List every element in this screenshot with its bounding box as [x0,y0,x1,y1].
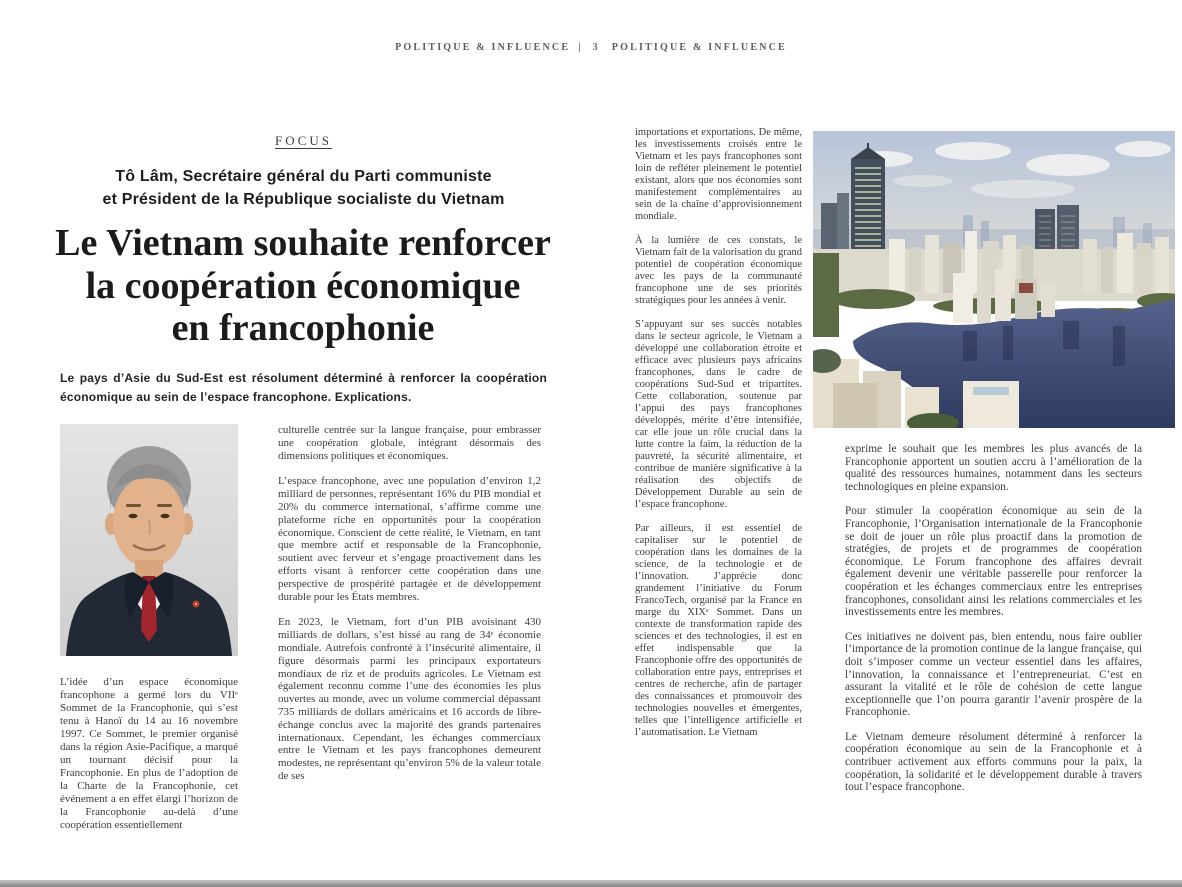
body-paragraph: Pour stimuler la coopération économique au sein de la Francophonie, l’Organisation internationale de la Francophonie se doit de jouer un rôle plus proactif dans la promotion de stratégies, de projets et de programmes de coopération économique. Le Forum francophone des affaires devrait également devenir une véritable passerelle pour renforcer la coopération et les échanges commerciaux entre les entreprises francophones, consolidant ainsi les relations commerciales et les investissements entre les membres. [845,505,1142,619]
eye-right [161,514,170,519]
column-3 [635,127,802,739]
bottom-scrollbar[interactable] [0,880,1182,887]
body-paragraph: Par ailleurs, il est essentiel de capitaliser sur le potentiel de coopération dans les domaines de la science, de la technologie et de l’innovation. J’apprécie donc grandement l’initiative du Forum FrancoTech, organisé par la France en marge du XIXᵉ Sommet. Dans un contexte de transformation rapide des sciences et des technologies, il est en effet indispensable que la Francophonie offre des opportunités de collaboration entre pays, entreprises et centres de recherche, afin de partager des connaissances et promouvoir des technologies nouvelles et émergentes, telles que l’intelligence artificielle et l’automatisation. Le Vietnam [635,523,802,738]
body-paragraph: À la lumière de ces constats, le Vietnam fait de la valorisation du grand potentiel de coopération économique avec les pays de la communauté francophone une de ses priorités stratégiques pour les années à venir. [635,235,802,306]
flag-pin-star [195,603,197,605]
kicker [60,165,547,211]
kicker-line-1: Tô Lâm, Secrétaire général du Parti communiste [115,168,492,185]
running-head [0,42,1182,53]
page-number: 3 [592,42,600,53]
eye-left [129,514,138,519]
nose [149,520,150,534]
body-paragraph: Le Vietnam demeure résolument déterminé à renforcer la coopération économique au sein de la Francophonie et à contribuer activement aux efforts communs pour la paix, la coopération, la solidarité et le développement durable à travers tout l’espace francophone. [845,730,1142,794]
headline-line-1: Le Vietnam souhaite renforcer [55,222,551,264]
eyebrow-left [126,504,141,507]
body-paragraph: S’appuyant sur ses succès notables dans le secteur agricole, le Vietnam a développé une collaboration étroite et efficace avec plusieurs pays africains francophones, dans le cadre de coopérations Sud-Sud et tripartites. Cette collaboration, soutenue par l’appui des pays francophones développés, mérite d’être intensifiée, car elle joue un rôle crucial dans la lutte contre la faim, la réduction de la pauvreté, la sécurité alimentaire, et contribue de manière significative à la réalisation des objectifs de Développement Durable au sein de l’espace francophone. [635,319,802,510]
portrait-photo [60,424,238,656]
column-4 [845,443,1142,794]
eyebrow-right [157,504,172,507]
cityscape-photo [813,131,1175,428]
body-paragraph: Ces initiatives ne doivent pas, bien entendu, nous faire oublier l’importance de la promotion continue de la langue française, qui doit s’imposer comme un vecteur essentiel dans les affaires, l’innovation, la connaissance et l’entrepreneuriat. C’est en assurant la vitalité et le rôle de cohésion de cette langue exceptionnelle que l’on pourra garantir l’avenir prospère de la Francophonie. [845,630,1142,719]
column-2 [278,424,541,783]
focus-rubric-label: FOCUS [275,133,332,148]
focus-rubric [60,133,547,149]
cityscape-photo-svg [813,131,1175,428]
body-paragraph: exprime le souhait que les membres les plus avancés de la Francophonie apportent un soutien accru à l’amélioration de la qualité des ressources humaines, notamment dans les secteurs technologiques en pleine expansion. [845,443,1142,493]
running-head-left-section: POLITIQUE & INFLUENCE [395,42,571,53]
article-headline [30,222,576,350]
body-paragraph: L’idée d’un espace économique francophone a germé lors du VIIᵉ Sommet de la Francophonie, qui s’est tenu à Hanoï du 14 au 16 novembre 1997. Ce Sommet, le premier organisé dans la région Asie-Pacifique, a marqué un tournant décisif pour la Francophonie. En plus de l’adoption de la Charte de la Francophonie, cet événement a en effet élargi l’horizon de la Francophonie au-delà d’une coopération essentiellement [60,676,238,831]
running-head-separator: | [578,42,583,53]
running-head-right-section: POLITIQUE & INFLUENCE [611,42,787,53]
portrait-photo-svg [60,424,238,656]
body-paragraph: L’espace francophone, avec une population d’environ 1,2 milliard de personnes, représentant 16% du PIB mondial et 20% du commerce international, s’affirme comme une plateforme riche en opportunités pour la coopération économique. Conscient de cette réalité, le Vietnam, en tant que membre actif et responsable de la Francophonie, soutient avec ferveur et s’engage proactivement dans les efforts visant à renforcer cette coopération dans une perspective de prospérité partagée et de développement durable pour les États membres. [278,475,541,603]
headline-line-2: la coopération économique [85,264,521,307]
kicker-line-2: et Président de la République socialiste du Vietnam [102,191,505,208]
lead-paragraph: Le pays d’Asie du Sud-Est est résolument déterminé à renforcer la coopération économique au sein de l’espace francophone. Explications. [60,371,547,404]
body-paragraph: importations et exportations. De même, les investissements croisés entre le Vietnam et les pays francophones sont loin de refléter pleinement le potentiel existant, alors que nos économies sont manifestement complémentaires au sein de la chaîne d’approvisionnement mondiale. [635,127,802,222]
column-1 [60,676,238,832]
body-paragraph: En 2023, le Vietnam, fort d’un PIB avoisinant 430 milliards de dollars, s’est hissé au rang de 34ᵉ économie mondiale. Autrefois confronté à l’insécurité alimentaire, il figure désormais parmi les principaux exportateurs mondiaux de riz et de produits agricoles. Le Vietnam est également reconnu comme l’une des économies les plus ouvertes au monde, avec un volume commercial dépassant 735 milliards de dollars américains et 16 accords de libre-échange conclus avec la majorité des grands partenaires internationaux. Cependant, les échanges commerciaux entre le Vietnam et les pays francophones demeurent modestes, ne représentant qu’environ 5% de la valeur totale de ses [278,616,541,782]
headline-line-3: en francophonie [171,307,435,349]
body-paragraph: culturelle centrée sur la langue française, pour embrasser une coopération globale, intégrant désormais des dimensions politiques et économiques. [278,424,541,462]
